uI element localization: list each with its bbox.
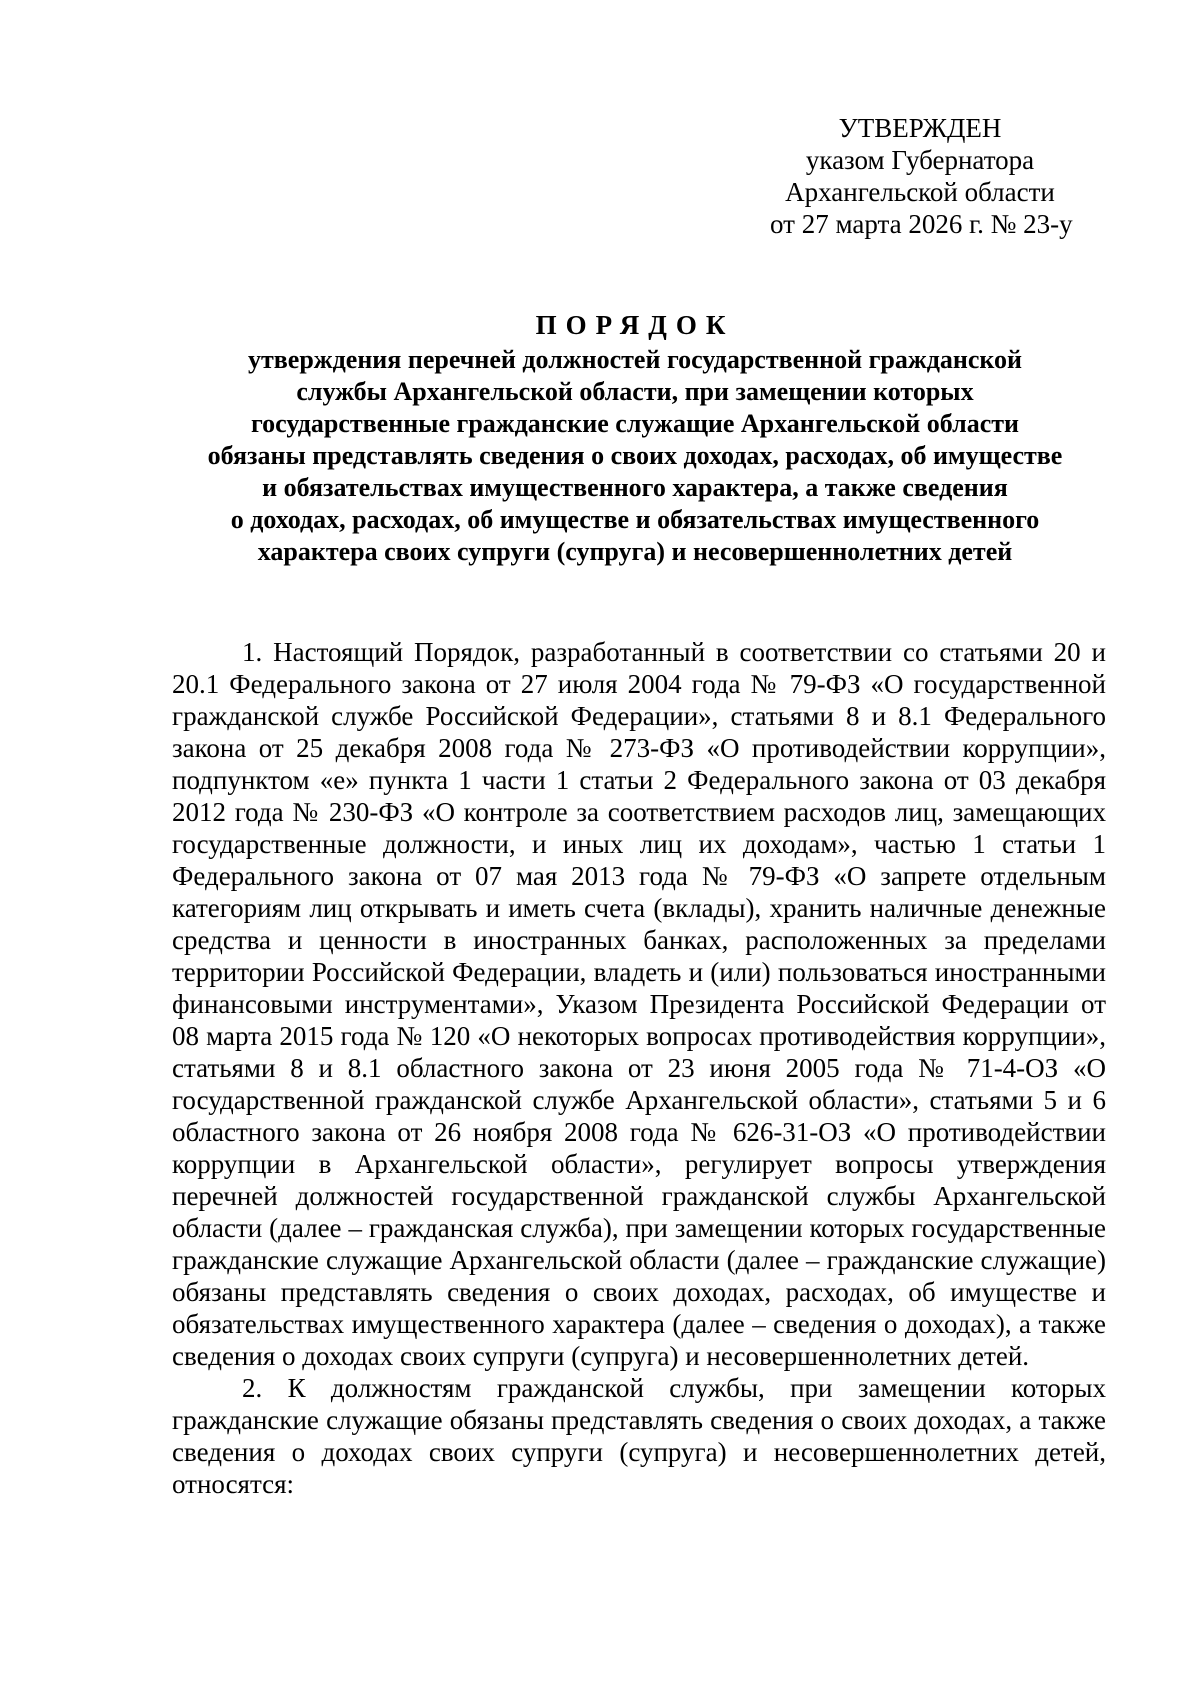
subtitle-line: утверждения перечней должностей государственной гражданской [247, 345, 1023, 374]
approval-region: Архангельской области [785, 177, 1055, 207]
subtitle-line: характера своих супруги (супруга) и несовершеннолетних детей [257, 537, 1013, 566]
subtitle-line: и обязательствах имущественного характера, а также сведения [262, 473, 1008, 502]
subtitle-line: государственные гражданские служащие Архангельской области [250, 409, 1020, 438]
document-title: ПОРЯДОК [535, 310, 735, 340]
paragraph-1: 1. Настоящий Порядок, разработанный в соответствии со статьями 20 и 20.1 Федерального закона от 27 июля 2004 года № 79-ФЗ «О государственной гражданской службе Российской Федерации», статьями 8 и 8.1 Федерального закона от 25 декабря 2008 года № 273-ФЗ «О противодействии коррупции», подпунктом «е» пункта 1 части 1 статьи 2 Федерального закона от 03 декабря 2012 года № 230-ФЗ «О контроле за соответствием расходов лиц, замещающих государственные должности, и иных лиц их доходам», частью 1 статьи 1 Федерального закона от 07 мая 2013 года № 79-ФЗ «О запрете отдельным категориям лиц открывать и иметь счета (вклады), хранить наличные денежные средства и ценности в иностранных банках, расположенных за пределами территории Российской Федерации, владеть и (или) пользоваться иностранными финансовыми инструментами», Указом Президента Российской Федерации от 08 марта 2015 года № 120 «О некоторых вопросах противодействия коррупции», статьями 8 и 8.1 областного закона от 23 июня 2005 года № 71-4-ОЗ «О государственной гражданской службе Архангельской области», статьями 5 и 6 областного закона от 26 ноября 2008 года № 626-31-ОЗ «О противодействии коррупции в Архангельской области», регулирует вопросы утверждения перечней должностей государственной гражданской службы Архангельской области (далее – гражданская служба), при замещении которых государственные гражданские служащие Архангельской области (далее – гражданские служащие) обязаны представлять сведения о своих доходах, расходах, об имуществе и обязательствах имущественного характера (далее – сведения о доходах), а также сведения о доходах своих супруги (супруга) и несовершеннолетних детей. [172, 637, 1106, 1371]
subtitle-line: обязаны представлять сведения о своих доходах, расходах, об имуществе [207, 441, 1063, 470]
approval-heading: УТВЕРЖДЕН [838, 113, 1002, 143]
subtitle-line: службы Архангельской области, при замещении которых [296, 377, 974, 406]
document-body [172, 636, 1106, 1500]
paragraph-2: 2. К должностям гражданской службы, при замещении которых гражданские служащие обязаны представлять сведения о своих доходах, а также сведения о доходах своих супруги (супруга) и несовершеннолетних детей, относятся: [172, 1373, 1106, 1499]
approval-date: от 27 марта 2026 г. № 23-у [770, 209, 1073, 239]
approval-stamp [770, 112, 1073, 240]
document-title-block [165, 308, 1105, 568]
subtitle-line: о доходах, расходах, об имуществе и обязательствах имущественного [230, 505, 1040, 534]
approval-authority: указом Губернатора [805, 145, 1035, 175]
